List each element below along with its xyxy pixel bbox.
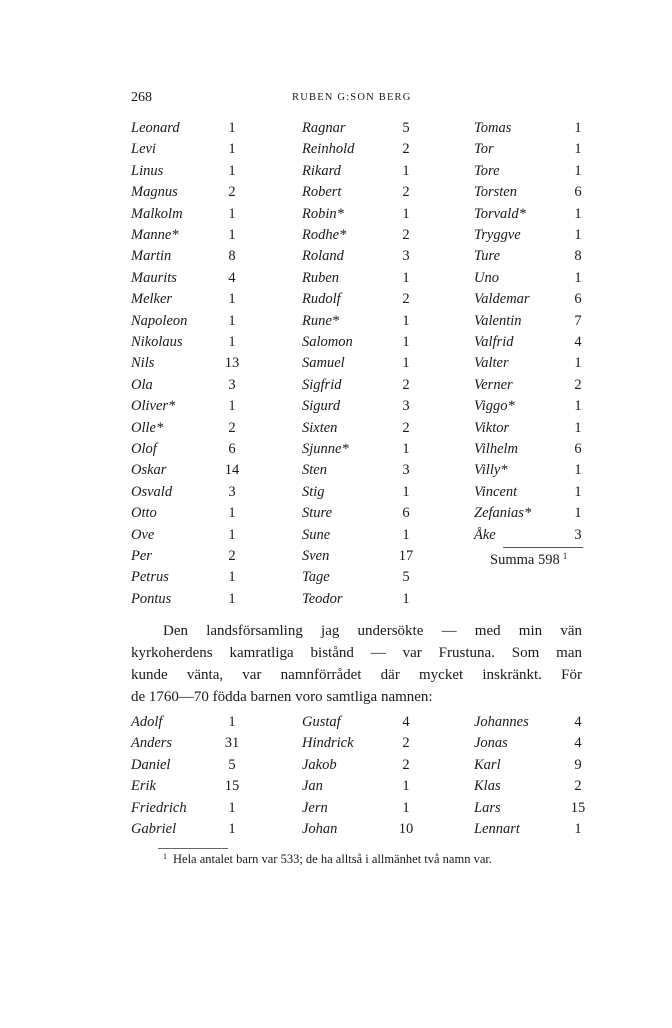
name-entry: Leonard (131, 120, 180, 136)
name-count: 4 (574, 714, 582, 730)
name-entry: Sture (302, 505, 333, 522)
name-entry: Samuel (302, 355, 345, 372)
summa-value: 598 (537, 552, 560, 568)
name-entry: Sixten (302, 419, 338, 436)
name-count: 14 (224, 462, 240, 479)
name-entry: Zefanias* (474, 505, 532, 522)
name-entry: Villy* (474, 462, 508, 479)
name-count: 13 (224, 355, 240, 372)
name-entry: Stig (302, 483, 325, 500)
name-entry: Valentin (474, 312, 522, 329)
name-entry: Friedrich (131, 799, 187, 816)
name-entry: Salomon (302, 334, 353, 350)
name-entry: Levi (131, 141, 156, 158)
name-entry: Rune* (302, 312, 340, 329)
name-count: 1 (228, 205, 236, 222)
name-entry: Tryggve (474, 227, 521, 243)
name-count: 1 (402, 483, 410, 500)
name-count: 1 (228, 505, 236, 522)
name-entry: Jonas (474, 735, 508, 752)
name-entry: Viggo* (474, 398, 515, 415)
name-entry: Rikard (302, 162, 341, 179)
name-entry: Ola (131, 376, 153, 393)
name-count: 2 (574, 778, 582, 795)
name-count: 7 (574, 312, 582, 329)
name-count: 1 (228, 162, 236, 179)
name-count: 1 (228, 398, 236, 415)
name-entry: Sune (302, 526, 331, 543)
name-entry: Tore (474, 162, 500, 179)
footnote (163, 852, 492, 867)
name-entry: Valter (474, 355, 509, 372)
name-count: 2 (574, 376, 582, 393)
name-entry: Verner (474, 376, 513, 393)
name-entry: Tomas (474, 120, 512, 136)
name-count: 3 (574, 526, 582, 543)
name-count: 4 (402, 714, 410, 730)
name-count: 2 (402, 735, 410, 752)
name-entry: Viktor (474, 419, 510, 436)
name-count: 1 (402, 355, 410, 372)
name-entry: Melker (131, 291, 173, 308)
name-count: 1 (574, 398, 582, 415)
name-entry: Ture (474, 248, 501, 265)
paragraph-line-2: kyrkoherdens kamratliga bistånd — var Frustuna. Som man (131, 645, 582, 661)
name-count: 1 (574, 227, 582, 243)
name-count: 1 (402, 334, 410, 350)
name-count: 6 (402, 505, 410, 522)
name-count: 5 (402, 569, 410, 586)
name-entry: Erik (131, 778, 156, 795)
name-entry: Ruben (302, 269, 340, 286)
paragraph-line-1: Den landsförsamling jag undersökte — med min vän (163, 623, 582, 639)
name-entry: Sjunne* (302, 441, 349, 457)
name-entry: Valdemar (474, 291, 530, 308)
name-count: 3 (402, 398, 410, 415)
name-count: 4 (574, 334, 582, 350)
name-entry: Napoleon (131, 312, 188, 329)
name-entry: Robert (302, 184, 342, 201)
name-count: 2 (402, 227, 410, 243)
name-count: 2 (402, 291, 410, 308)
summa-label: Summa (490, 552, 535, 568)
name-entry: Vincent (474, 483, 518, 500)
name-count: 1 (228, 569, 236, 586)
name-entry: Reinhold (302, 141, 355, 158)
name-count: 3 (228, 483, 236, 500)
name-entry: Sigurd (302, 398, 341, 415)
name-count: 1 (402, 799, 410, 816)
footnote-rule (158, 848, 228, 849)
name-count: 8 (228, 248, 236, 265)
name-entry: Lars (474, 799, 501, 816)
running-head: RUBEN G:SON BERG (292, 92, 412, 103)
summa-rule (503, 547, 583, 548)
name-entry: Magnus (131, 184, 178, 201)
name-count: 1 (574, 269, 582, 286)
name-count: 5 (402, 120, 410, 136)
name-count: 2 (402, 184, 410, 201)
name-entry: Sigfrid (302, 376, 342, 393)
name-count: 1 (574, 462, 582, 479)
name-count: 1 (228, 120, 236, 136)
name-entry: Olle* (131, 419, 164, 436)
name-count: 1 (228, 714, 236, 730)
name-entry: Osvald (131, 483, 173, 500)
name-entry: Olof (131, 441, 157, 457)
name-count: 1 (228, 291, 236, 308)
name-entry: Oliver* (131, 398, 176, 415)
name-entry: Martin (131, 248, 172, 265)
name-count: 15 (570, 799, 586, 816)
name-entry: Valfrid (474, 334, 514, 350)
name-entry: Hindrick (302, 735, 354, 752)
name-count: 2 (228, 548, 236, 564)
name-count: 2 (402, 376, 410, 393)
name-count: 1 (228, 821, 236, 837)
name-count: 1 (402, 162, 410, 179)
name-entry: Johan (302, 821, 338, 837)
name-count: 1 (402, 312, 410, 329)
name-count: 3 (402, 462, 410, 479)
name-count: 1 (228, 334, 236, 350)
name-count: 1 (228, 312, 236, 329)
name-entry: Gabriel (131, 821, 177, 837)
name-entry: Ragnar (302, 120, 346, 136)
name-entry: Roland (302, 248, 344, 265)
name-count: 1 (574, 821, 582, 837)
footnote-mark: 1 (163, 852, 167, 861)
name-entry: Linus (131, 162, 164, 179)
name-entry: Manne* (131, 227, 179, 243)
name-entry: Jan (302, 778, 323, 795)
name-count: 31 (224, 735, 240, 752)
name-count: 1 (228, 141, 236, 158)
name-count: 1 (574, 162, 582, 179)
name-count: 1 (402, 205, 410, 222)
name-count: 2 (228, 184, 236, 201)
name-entry: Johannes (474, 714, 529, 730)
page-header (0, 90, 672, 106)
name-entry: Nils (131, 355, 155, 372)
name-entry: Malkolm (131, 205, 183, 222)
name-entry: Gustaf (302, 714, 341, 730)
name-count: 17 (398, 548, 414, 564)
name-entry: Per (131, 548, 152, 564)
name-count: 1 (402, 526, 410, 543)
paragraph-line-4: de 1760—70 födda barnen voro samtliga namnen: (131, 689, 433, 705)
name-count: 4 (228, 269, 236, 286)
name-entry: Sven (302, 548, 330, 564)
name-count: 1 (228, 590, 236, 607)
name-entry: Vilhelm (474, 441, 519, 457)
name-entry: Karl (474, 756, 501, 773)
name-count: 1 (574, 355, 582, 372)
name-count: 1 (402, 441, 410, 457)
summa-total (490, 552, 567, 569)
name-count: 3 (402, 248, 410, 265)
name-count: 1 (228, 227, 236, 243)
name-count: 1 (574, 483, 582, 500)
name-entry: Jern (302, 799, 328, 816)
page-number: 268 (131, 90, 152, 105)
name-entry: Teodor (302, 590, 343, 607)
name-entry: Otto (131, 505, 157, 522)
name-count: 3 (228, 376, 236, 393)
name-count: 1 (574, 419, 582, 436)
name-entry: Robin* (302, 205, 344, 222)
name-entry: Oskar (131, 462, 167, 479)
name-count: 1 (402, 590, 410, 607)
name-entry: Tor (474, 141, 494, 158)
name-count: 1 (402, 778, 410, 795)
name-count: 2 (228, 419, 236, 436)
name-entry: Anders (131, 735, 173, 752)
summa-footnote-mark: 1 (562, 551, 568, 561)
name-entry: Adolf (131, 714, 163, 730)
name-count: 6 (574, 184, 582, 201)
name-entry: Daniel (131, 756, 171, 773)
footnote-text: Hela antalet barn var 533; de ha alltså i allmänhet två namn var. (173, 852, 492, 866)
name-count: 2 (402, 141, 410, 158)
name-count: 2 (402, 419, 410, 436)
name-count: 6 (574, 441, 582, 457)
name-entry: Nikolaus (131, 334, 183, 350)
name-count: 6 (574, 291, 582, 308)
name-entry: Jakob (302, 756, 337, 773)
name-count: 9 (574, 756, 582, 773)
name-count: 10 (398, 821, 414, 837)
name-count: 1 (402, 269, 410, 286)
name-count: 1 (574, 205, 582, 222)
name-entry: Sten (302, 462, 327, 479)
name-count: 1 (574, 120, 582, 136)
name-entry: Tage (302, 569, 330, 586)
name-count: 5 (228, 756, 236, 773)
name-count: 1 (574, 141, 582, 158)
name-entry: Åke (474, 526, 496, 543)
name-count: 1 (574, 505, 582, 522)
name-count: 6 (228, 441, 236, 457)
name-count: 2 (402, 756, 410, 773)
name-entry: Klas (474, 778, 501, 795)
name-count: 1 (228, 799, 236, 816)
name-count: 8 (574, 248, 582, 265)
name-entry: Ove (131, 526, 155, 543)
name-count: 1 (228, 526, 236, 543)
name-entry: Maurits (131, 269, 177, 286)
name-entry: Uno (474, 269, 499, 286)
name-entry: Pontus (131, 590, 172, 607)
name-count: 4 (574, 735, 582, 752)
name-entry: Petrus (131, 569, 169, 586)
name-entry: Rodhe* (302, 227, 347, 243)
name-entry: Lennart (474, 821, 520, 837)
name-count: 15 (224, 778, 240, 795)
name-entry: Torsten (474, 184, 517, 201)
paragraph-line-3: kunde vänta, var namnförrådet där mycket inskränkt. För (131, 667, 582, 683)
name-entry: Torvald* (474, 205, 526, 222)
name-entry: Rudolf (302, 291, 341, 308)
